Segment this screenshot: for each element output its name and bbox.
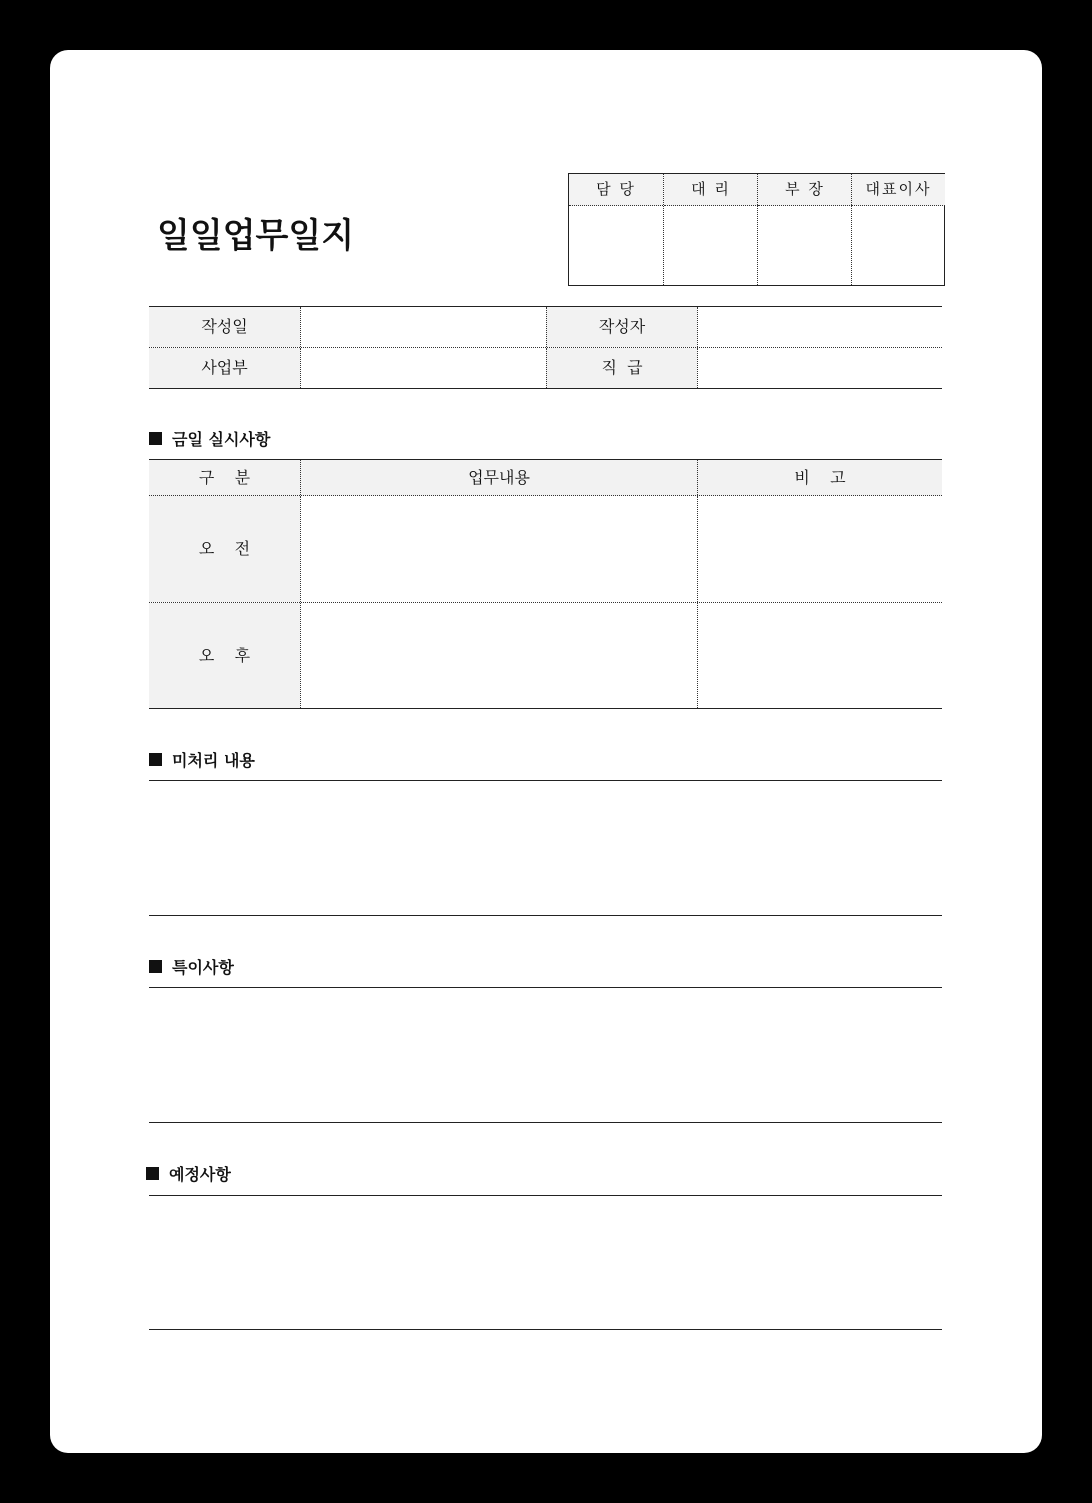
department-label: 사업부 — [149, 348, 300, 388]
row-label-afternoon: 오 후 — [149, 603, 300, 708]
approval-col-ceo — [851, 174, 945, 285]
section-title: 특이사항 — [172, 958, 234, 977]
today-work-table — [149, 459, 942, 709]
approval-col-assistant-manager — [663, 174, 758, 285]
planned-content-area[interactable] — [149, 1195, 942, 1330]
planned-section-heading — [146, 1162, 231, 1185]
afternoon-content-field[interactable] — [300, 603, 697, 708]
approval-label: 대 리 — [664, 174, 758, 206]
section-title: 예정사항 — [169, 1165, 231, 1184]
morning-remarks-field[interactable] — [697, 496, 942, 602]
approval-col-general-manager — [757, 174, 852, 285]
info-row — [149, 347, 942, 388]
position-label: 직 급 — [546, 348, 697, 388]
square-bullet-icon — [149, 432, 162, 445]
info-row — [149, 307, 942, 347]
writer-label: 작성자 — [546, 307, 697, 347]
today-section-heading — [149, 427, 270, 450]
section-title: 금일 실시사항 — [172, 430, 271, 449]
unprocessed-content-area[interactable] — [149, 780, 942, 916]
form-paper — [50, 50, 1042, 1453]
page-title: 일일업무일지 — [157, 216, 355, 256]
unprocessed-section-heading — [149, 748, 255, 771]
table-row-morning — [149, 496, 942, 602]
col-remarks-header: 비 고 — [697, 460, 942, 495]
writer-field[interactable] — [697, 307, 942, 347]
department-field[interactable] — [300, 348, 546, 388]
afternoon-remarks-field[interactable] — [697, 603, 942, 708]
approval-label: 담 당 — [569, 174, 663, 206]
approval-col-staff — [569, 174, 663, 285]
square-bullet-icon — [149, 960, 162, 973]
col-content-header: 업무내용 — [300, 460, 697, 495]
special-content-area[interactable] — [149, 987, 942, 1123]
special-section-heading — [149, 955, 234, 978]
row-label-morning: 오 전 — [149, 496, 300, 602]
approval-box — [568, 173, 945, 286]
info-table — [149, 306, 942, 389]
table-header — [149, 460, 942, 496]
square-bullet-icon — [146, 1167, 159, 1180]
approval-label: 부 장 — [758, 174, 852, 206]
table-row-afternoon — [149, 602, 942, 709]
section-title: 미처리 내용 — [172, 751, 255, 770]
square-bullet-icon — [149, 753, 162, 766]
col-category-header: 구 분 — [198, 468, 251, 487]
morning-content-field[interactable] — [300, 496, 697, 602]
position-field[interactable] — [697, 348, 942, 388]
approval-label: 대표이사 — [852, 174, 945, 206]
written-date-field[interactable] — [300, 307, 546, 347]
written-date-label: 작성일 — [149, 307, 300, 347]
